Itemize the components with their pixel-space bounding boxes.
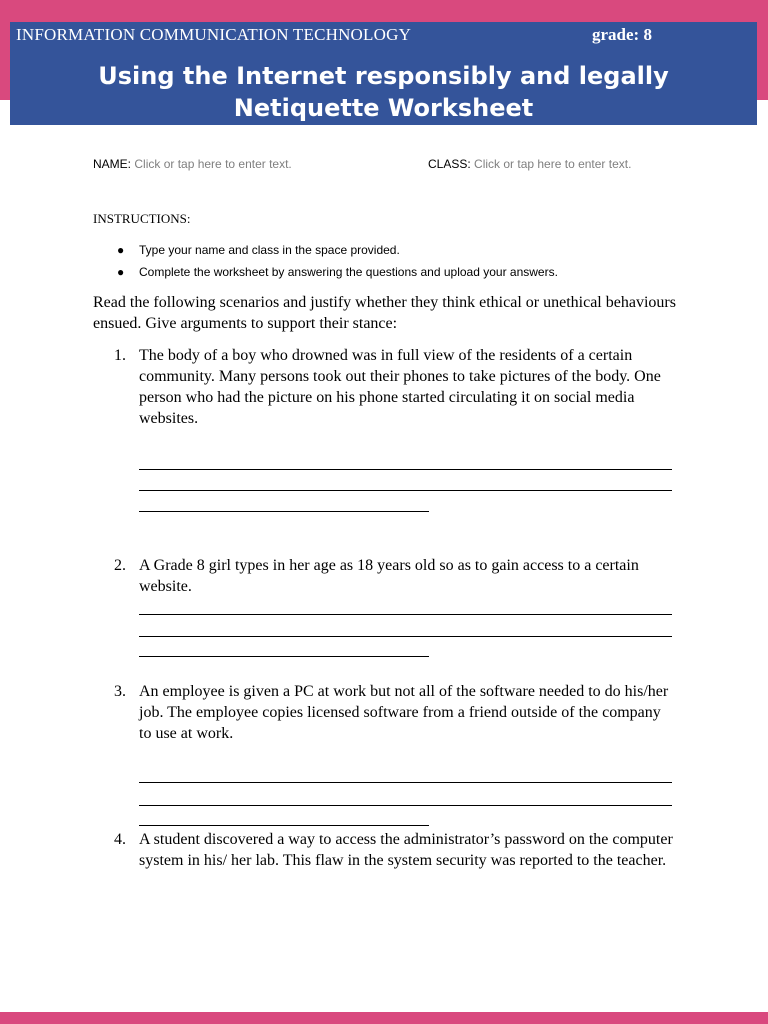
bottom-pink-band [0,1012,768,1024]
subject-title: INFORMATION COMMUNICATION TECHNOLOGY [16,25,412,44]
header-banner [10,22,757,125]
answer-line[interactable] [139,614,672,615]
answer-line[interactable] [139,825,429,826]
answer-line[interactable] [139,782,672,783]
answer-line[interactable] [139,490,672,491]
answer-line[interactable] [139,636,672,637]
question-text: An employee is given a PC at work but not all of the software needed to do his/her job. The employee copies licensed software from a friend outside of the company to use at work. [139,683,669,742]
intro-paragraph: Read the following scenarios and justify whether they think ethical or unethical behaviours ensued. Give arguments to support their stance: [93,294,676,332]
answer-line[interactable] [139,469,672,470]
question-number: 3. [114,683,126,700]
instruction-text: Type your name and class in the space provided. [139,243,400,257]
instruction-text: Complete the worksheet by answering the questions and upload your answers. [139,265,558,279]
name-label: NAME: [93,157,132,171]
question-text: The body of a boy who drowned was in full view of the residents of a certain community. Many persons took out their phones to take pictures of the body. One person who had the picture on his phone started circulating it on social media websites. [139,347,661,427]
class-field[interactable] [428,157,631,171]
grade-label: grade: 8 [592,25,652,44]
class-label: CLASS: [428,157,471,171]
answer-line[interactable] [139,656,429,657]
instructions-title: INSTRUCTIONS: [93,211,191,226]
bullet-icon: ● [117,243,125,257]
bullet-icon: ● [117,265,125,279]
question-number: 2. [114,557,126,574]
question-text: A Grade 8 girl types in her age as 18 years old so as to gain access to a certain website. [139,557,639,595]
question-number: 1. [114,347,126,364]
name-field[interactable] [93,157,292,171]
name-placeholder[interactable]: Click or tap here to enter text. [134,157,292,171]
worksheet-title-line1: Using the Internet responsibly and legally [98,62,669,90]
worksheet-title-line2: Netiquette Worksheet [233,94,534,122]
answer-line[interactable] [139,511,429,512]
question-number: 4. [114,831,126,848]
class-placeholder[interactable]: Click or tap here to enter text. [474,157,632,171]
question-text: A student discovered a way to access the administrator’s password on the computer system in his/ her lab. This flaw in the system security was reported to the teacher. [139,831,673,869]
answer-line[interactable] [139,805,672,806]
